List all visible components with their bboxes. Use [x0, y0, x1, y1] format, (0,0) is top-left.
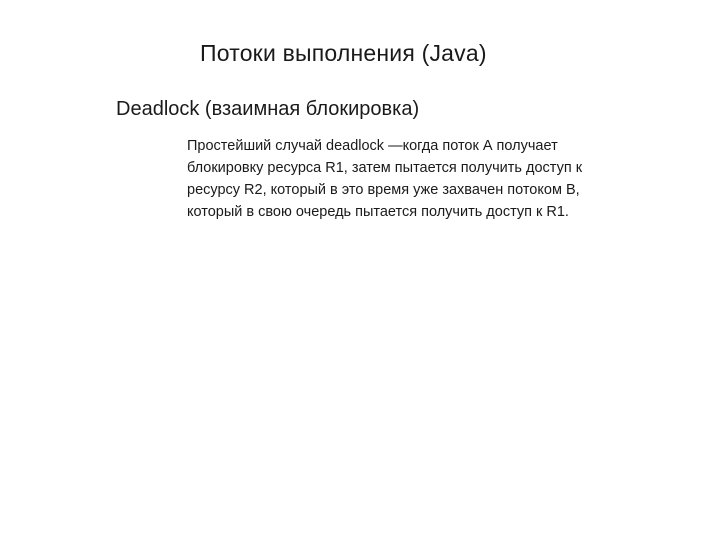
paragraph-line: ресурсу R2, который в это время уже захвачен потоком В, — [187, 182, 580, 198]
paragraph — [187, 135, 667, 223]
paragraph-line: который в свою очередь пытается получить доступ к R1. — [187, 204, 569, 220]
paragraph-line: блокировку ресурса R1, затем пытается получить доступ к — [187, 160, 583, 176]
slide-title: Потоки выполнения (Java) — [200, 40, 487, 66]
paragraph-line: Простейший случай deadlock —когда поток А получает — [187, 138, 558, 154]
section-heading: Deadlock (взаимная блокировка) — [116, 98, 420, 120]
